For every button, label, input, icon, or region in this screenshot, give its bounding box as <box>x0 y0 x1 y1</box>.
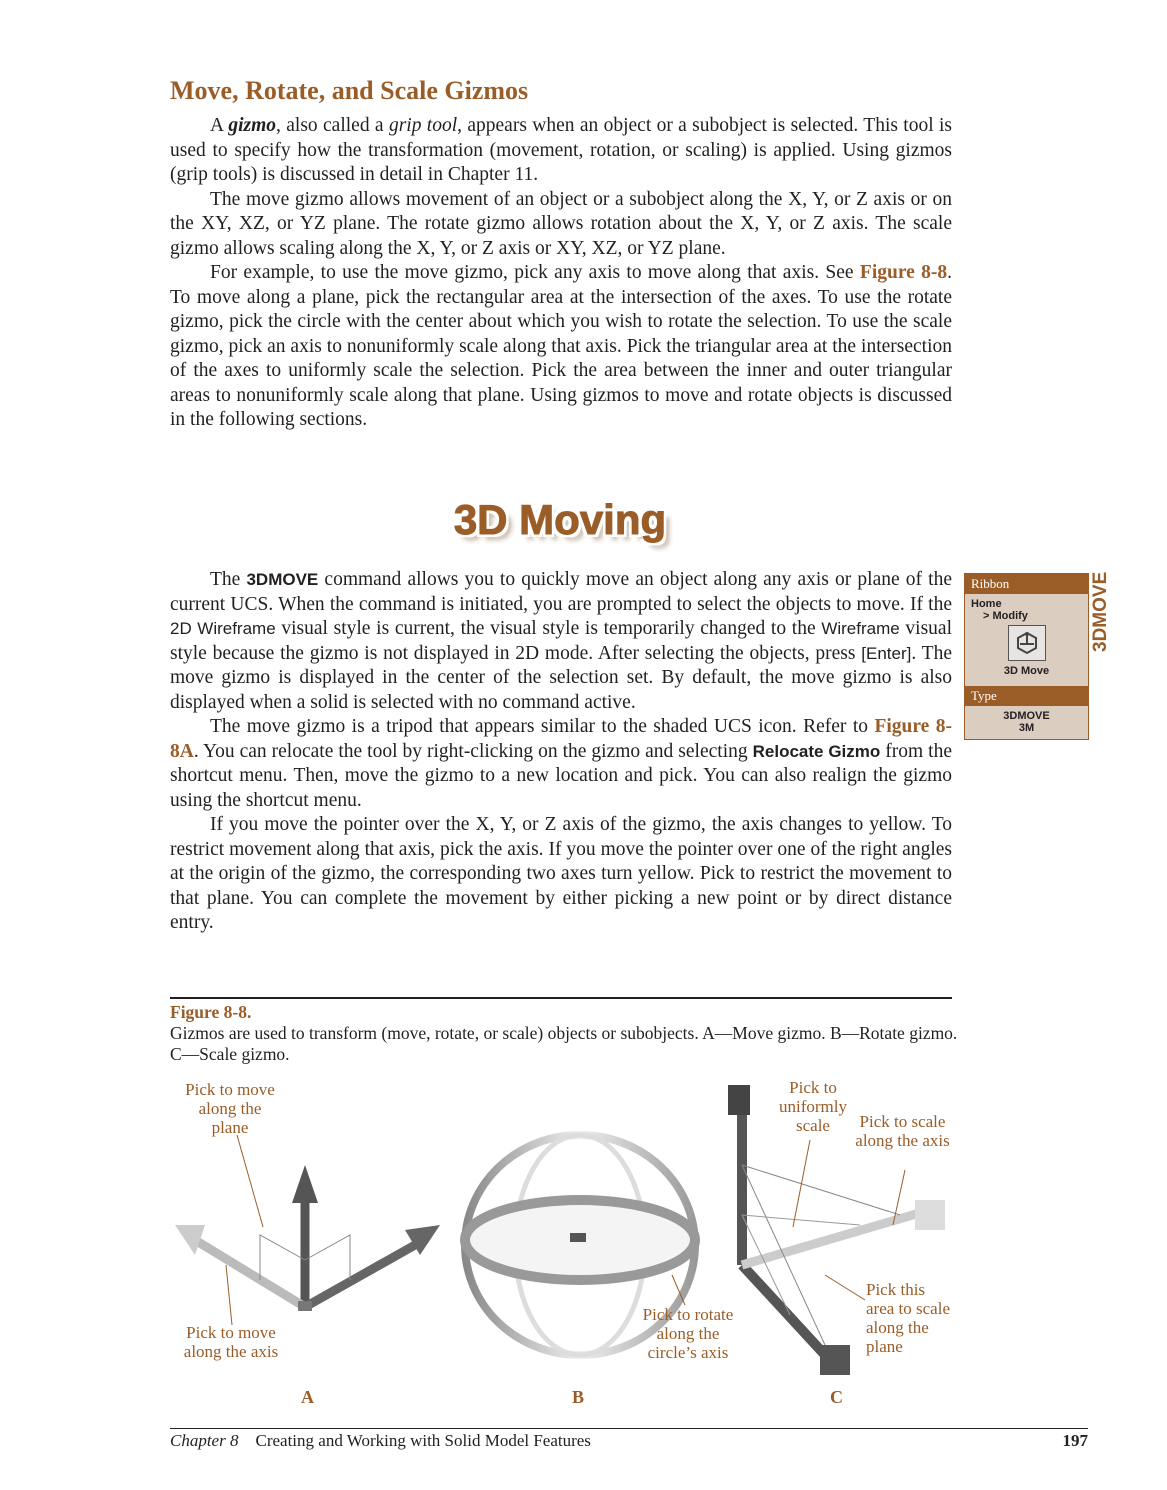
ribbon-header: Ribbon <box>965 574 1088 594</box>
text-run: The <box>210 569 247 590</box>
section-heading: Move, Rotate, and Scale Gizmos <box>170 76 529 105</box>
footer-title: Creating and Working with Solid Model Features <box>255 1431 591 1450</box>
text-run: The move gizmo is a tripod that appears similar to the shaded UCS icon. Refer to <box>210 716 875 737</box>
figure-rule <box>170 997 952 999</box>
text-run: If you move the pointer over the X, Y, or Z axis of the gizmo, the axis changes to yellow. To restrict movement along that axis, pick the axis. If you move the pointer over one of the right angles at the origin of the gizmo, the corresponding two axes turn yellow. Pick to restrict the movement to that plane. You can complete the movement by either picking a new point or by direct distance entry. <box>170 814 952 933</box>
text-run: . You can relocate the tool by right-clicking on the gizmo and selecting <box>193 740 753 762</box>
text-run: . To move along a plane, pick the rectangular area at the intersection of the axes. To use the rotate gizmo, pick the circle with the center about which you wish to rotate the selection. To use the scale gizmo, pick an axis to nonuniformly scale along that axis. Pick the triangular area at the intersection of the axes to uniformly scale the selection. Pick the area between the inner and outer triangular areas to nonuniformly scale along that plane. Using gizmos to move and rotate objects is discussed in the following sections. <box>170 262 952 430</box>
label-a: A <box>301 1387 314 1407</box>
paragraph <box>170 715 952 813</box>
command-tab-vertical: 3DMOVE <box>1090 571 1111 652</box>
paragraph <box>170 813 952 936</box>
label-c: C <box>830 1387 843 1407</box>
moving-body <box>170 568 952 936</box>
text-run: The move gizmo allows movement of an object or a subobject along the X, Y, or Z axis or on the XY, XZ, or YZ plane. The rotate gizmo allows rotation about the X, Y, or Z axis. The scale gizmo allows scaling along the X, Y, or Z axis or XY, XZ, or YZ plane. <box>170 188 952 259</box>
label-scale-plane: Pick this area to scale along the plane <box>866 1280 950 1356</box>
3d-move-icon <box>1008 625 1046 661</box>
page-number: 197 <box>1062 1431 1088 1450</box>
page-footer <box>170 1428 1088 1451</box>
command-sidebar <box>964 573 1089 740</box>
text-run: gizmo <box>228 115 277 136</box>
text-run: Wireframe <box>821 619 900 638</box>
figure-number: Figure 8-8. <box>170 1002 252 1022</box>
text-run: 2D Wireframe <box>170 619 276 638</box>
figure-reference-link[interactable]: Figure 8-8A <box>170 716 952 762</box>
text-run: 3DMOVE <box>246 570 319 589</box>
text-run: visual style because the gizmo is not displayed in 2D mode. After selecting the objects, press <box>170 618 952 664</box>
text-run: , appears when an object or a subobject is selected. This tool is used to specify how the transformation (movement, rotation, or scaling) is applied. Using gizmos (grip tools) is discussed in detail in Chapter 11. <box>170 115 952 185</box>
label-b: B <box>572 1387 585 1407</box>
ribbon-panel: > Modify <box>983 610 1028 622</box>
text-run: command allows you to quickly move an object along any axis or plane of the current UCS. When the command is initiated, you are prompted to select the objects to move. If the <box>170 569 952 615</box>
section-body <box>170 114 952 433</box>
text-run: [Enter] <box>861 643 912 663</box>
type-header: Type <box>965 686 1088 706</box>
label-uniform-scale: Pick to uniformly scale <box>779 1078 847 1135</box>
text-run: . The move gizmo is displayed in the center of the selection set. By default, the move gizmo is also displayed when a solid is selected with no command active. <box>170 642 952 713</box>
figure-caption-text: Gizmos are used to transform (move, rotate, or scale) objects or subobjects. A—Move gizmo. B—Rotate gizmo. C—Scale gizmo. <box>170 1023 958 1064</box>
type-alias: 3M <box>1018 722 1035 734</box>
ribbon-tab: Home <box>971 598 1002 610</box>
paragraph <box>170 261 952 433</box>
text-run: For example, to use the move gizmo, pick any axis to move along that axis. See <box>210 262 860 283</box>
paragraph <box>170 114 952 188</box>
figure-caption <box>170 1002 960 1065</box>
figure-reference-link[interactable]: Figure 8-8 <box>859 262 948 283</box>
label-rotate-axis: Pick to rotate along the circle’s axis <box>642 1305 734 1362</box>
paragraph <box>170 568 952 715</box>
move-gizmo <box>175 1135 440 1325</box>
text-run: Relocate Gizmo <box>752 741 881 761</box>
label-move-plane: Pick to move along the plane <box>185 1080 275 1137</box>
text-run: from the shortcut menu. Then, move the gizmo to a new location and pick. You can also realign the gizmo using the shortcut menu. <box>170 740 952 811</box>
3d-move-label: 3D Move <box>1003 665 1050 677</box>
text-run: visual style is current, the visual style is temporarily changed to the <box>275 618 822 639</box>
text-run: grip tool <box>388 115 458 136</box>
type-command: 3DMOVE <box>1003 710 1050 722</box>
label-scale-axis: Pick to scale along the axis <box>855 1112 950 1150</box>
text-run: A <box>210 115 229 136</box>
footer-chapter: Chapter 8 <box>170 1431 239 1450</box>
paragraph <box>170 188 952 262</box>
label-move-axis: Pick to move along the axis <box>183 1323 279 1361</box>
3d-moving-heading: 3D Moving <box>453 496 667 543</box>
text-run: , also called a <box>276 115 389 136</box>
